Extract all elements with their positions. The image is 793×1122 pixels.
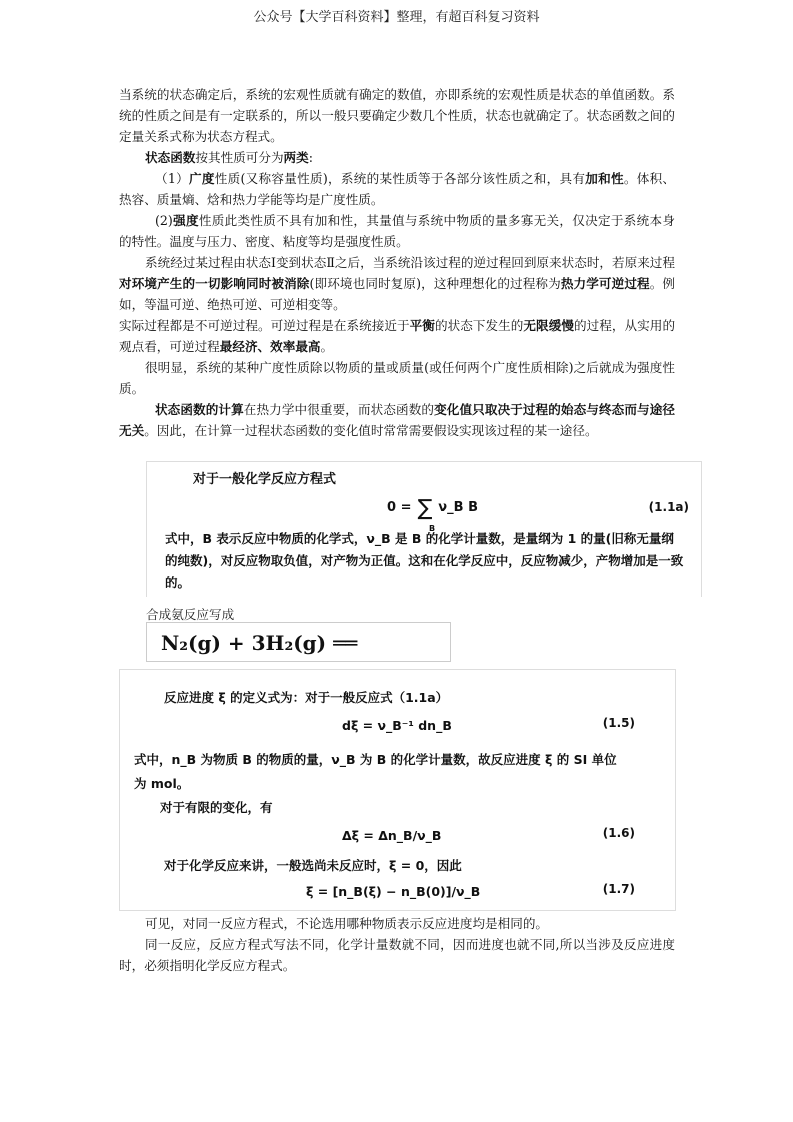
term-eliminated: 对环境产生的一切影响同时被消除 [119,276,310,291]
equation-box-reaction-extent [119,669,676,911]
text: ν_B B [438,500,478,515]
initial-condition-line: 对于化学反应来讲，一般选尚未反应时，ξ = 0，因此 [164,858,462,873]
box-body-text: 式中，B 表示反应中物质的化学式，ν_B 是 B 的化学计量数，是量纲为 1 的量(旧称无量纲的纯数)，对反应物取负值，对产物为正值。这和在化学反应中，反应物减少，产物增加是一致的。 [165,531,684,590]
text: 。因此，在计算一过程状态函数的变化值时常常需要假设实现该过程的某一途径。 [144,423,598,438]
paragraph-state-function-intro: 当系统的状态确定后，系统的宏观性质就有确定的数值，亦即系统的宏观性质是状态的单值函数。系统的性质之间是有一定联系的，所以一般只要确定少数几个性质，状态也就确定了。状态函数之间的定量关系式称为状态方程式。 [119,87,675,144]
equation-1-7: ξ = [n_B(ξ) − n_B(0)]/ν_B [306,884,481,899]
term-reversible-process: 热力学可逆过程 [560,276,650,291]
box-title: 对于一般化学反应方程式 [193,472,337,487]
text: (即环境也同时复原)，这种理想化的过程称为 [309,276,561,291]
paragraph-calculation [119,399,675,441]
paragraph-irreversible [119,315,675,357]
text: 系统经过某过程由状态Ⅰ变到状态Ⅱ之后，当系统沿该过程的逆过程回到原来状态时，若原来过程 [145,255,675,270]
text: 。例如，等温可逆、绝热可逆、可逆相变等。 [119,276,676,312]
closing-text [119,913,675,976]
equation-number: (1.1a) [648,500,689,514]
text: 的状态下发生的 [434,318,524,333]
summation-subscript: B [429,524,436,533]
text: 按其性质可分为 [195,150,284,165]
text: 在热力学中很重要，而状态函数的 [243,402,435,417]
paragraph-extensive [119,168,675,210]
paragraph-ratio: 很明显，系统的某种广度性质除以物质的量或质量(或任何两个广度性质相除)之后就成为强度性质。 [119,360,675,396]
text: 的过程，从实用的观点看，可逆过程 [119,318,676,354]
text: 性质此类性质不具有加和性，其量值与系统中物质的量多寡无关，仅决定于系统本身的特性。温度与压力、密度、粘度等均是强度性质。 [119,213,676,249]
equation-1-1a [387,496,478,533]
text: （1） [155,171,190,186]
text: 实际过程都是不可逆过程。可逆过程是在系统接近于 [119,318,410,333]
equation-1-6: Δξ = Δn_B/ν_B [342,828,442,843]
equation-box-general-reaction [146,461,702,597]
page-header: 公众号【大学百科资料】整理，有超百科复习资料 [253,10,540,25]
text: : [308,150,313,165]
summation-symbol: ∑ [417,496,433,521]
paragraph-intensive [119,210,675,252]
paragraph-classification [119,147,675,168]
term-calculation: 状态函数的计算 [155,402,244,417]
paragraph-specify-equation: 同一反应，反应方程式写法不同，化学计量数就不同，因而进度也就不同,所以当涉及反应进度时，必须指明化学反应方程式。 [119,937,675,973]
equation-1-5: dξ = ν_B⁻¹ dn_B [342,718,452,733]
ammonia-caption: 合成氨反应写成 [146,607,235,622]
term-extensive: 广度 [189,171,215,186]
equation-number-1-7: (1.7) [602,882,635,896]
term-intensive: 强度 [172,213,199,228]
text: 。 [320,339,334,354]
equation-number-1-5: (1.5) [602,716,635,730]
paragraph-reversible [119,252,675,315]
term-infinitely-slow: 无限缓慢 [523,318,574,333]
finite-change-line: 对于有限的变化，有 [160,800,273,815]
term-most-economical: 最经济、效率最高 [219,339,321,354]
extent-description-line: 式中，n_B 为物质 B 的物质的量，ν_B 为 B 的化学计量数，故反应进度 ξ 的 SI 单位 [134,752,617,767]
extent-unit-line: 为 mol。 [134,776,190,791]
text: 。体积、热容、质量熵、焓和热力学能等均是广度性质。 [119,171,676,207]
term-state-function: 状态函数 [145,150,196,165]
term-equilibrium: 平衡 [409,318,435,333]
term-additive: 加和性 [585,171,624,186]
equation-number-1-6: (1.6) [602,826,635,840]
text: 0 = [387,500,412,515]
term-two-types: 两类 [283,150,309,165]
ammonia-equation: N₂(g) + 3H₂(g) ══ [146,622,451,662]
term-path-independent: 变化值只取决于过程的始态与终态而与途径无关 [119,402,676,438]
extent-definition-line: 反应进度 ξ 的定义式为：对于一般反应式（1.1a） [164,690,449,705]
main-text [119,84,675,441]
text: (2) [155,213,173,228]
paragraph-same-extent: 可见，对同一反应方程式，不论选用哪种物质表示反应进度均是相同的。 [145,916,548,931]
text: 性质(又称容量性质)，系统的某性质等于各部分该性质之和，具有 [214,171,586,186]
